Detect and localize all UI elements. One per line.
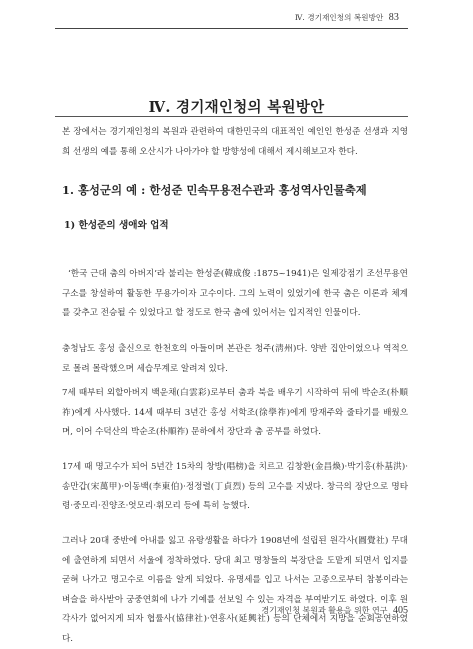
chapter-title: Ⅳ. 경기재인청의 복원방안 <box>148 99 325 116</box>
running-header-title: Ⅳ. 경기재인청의 복원방안 <box>294 13 384 22</box>
running-footer <box>261 605 408 616</box>
body-paragraph-5: 그러나 20대 중반에 아내를 잃고 유랑생활을 하다가 1908년에 설립된 원각사(圓覺社) 무대에 출연하게 되면서 서울에 정착하였다. 당대 최고 명창들의 북장단을 도맡게 되면서 입지를 굳혀 나가고 명고수로 이름을 알게 되었다. 유명세를 입고 나서는 고종으로부터 참봉이라는 벼슬을 하사받아 궁중연회에 나가 기예를 선보일 수 있는 자격을 부여받기도 하였다. 이후 원각사가 없어지게 되자 협률사(協律社)·연흥사(延興社) 등의 단체에서 지방을 순회공연하였다. <box>62 536 408 644</box>
body-paragraph-1: ‘한국 근대 춤의 아버지’라 불리는 한성준(韓成俊 :1875~1941)은 일제강점기 조선무용연구소를 창설하여 활동한 무용가이자 고수이다. 그의 노력이 있었기에 한국 춤은 이론과 체계를 갖추고 전승될 수 있었다고 할 정도로 한국 춤에 있어서는 입지적인 인물이다. <box>62 269 408 318</box>
body-paragraph-4: 17세 때 명고수가 되어 5년간 15차의 창방(唱榜)을 치르고 김창환(金昌煥)·박기홍(朴基洪)·송만갑(宋萬甲)·이동백(李東伯)·정정렬(丁貞烈) 등의 고수를 지냈다. 창극의 장단으로 명타령·중모리·진양조·엇모리·휘모리 등에 특히 능했다. <box>62 462 408 511</box>
intro-paragraph: 본 장에서는 경기재인청의 복원과 관련하여 대한민국의 대표적인 예인인 한성준 선생과 지영희 선생의 예를 통해 오산시가 나아가야 할 방향성에 대해서 제시해보고자 한다. <box>62 127 408 157</box>
subsection-heading: 1) 한성준의 생애와 업적 <box>64 220 169 231</box>
running-footer-title: 경기재인청 복원과 활용을 위한 연구 <box>261 606 388 615</box>
header-page-number: 83 <box>388 12 399 23</box>
body-paragraph-3: 7세 때부터 외할아버지 백운채(白雲彩)로부터 춤과 북을 배우기 시작하여 뒤에 박순조(朴順祚)에게 사사했다. 14세 때부터 3년간 홍성 서학조(徐學祚)에게 땅재주와 줄타기를 배웠으며, 이어 수덕산의 박순조(朴順祚) 문하에서 장단과 춤 공부를 하였다. <box>62 388 408 437</box>
running-header <box>295 12 399 23</box>
header-divider <box>55 28 408 29</box>
section-heading: 1. 홍성군의 예 : 한성준 민속무용전수관과 홍성역사인물축제 <box>62 183 367 197</box>
footer-page-number: 405 <box>393 605 408 616</box>
chapter-divider <box>55 116 408 117</box>
body-paragraph-2: 충청남도 홍성 출신으로 한천호의 아들이며 본관은 청주(淸州)다. 양반 집안이었으나 역적으로 몰려 몰락했으며 세습무계로 알려져 있다. <box>62 344 408 374</box>
